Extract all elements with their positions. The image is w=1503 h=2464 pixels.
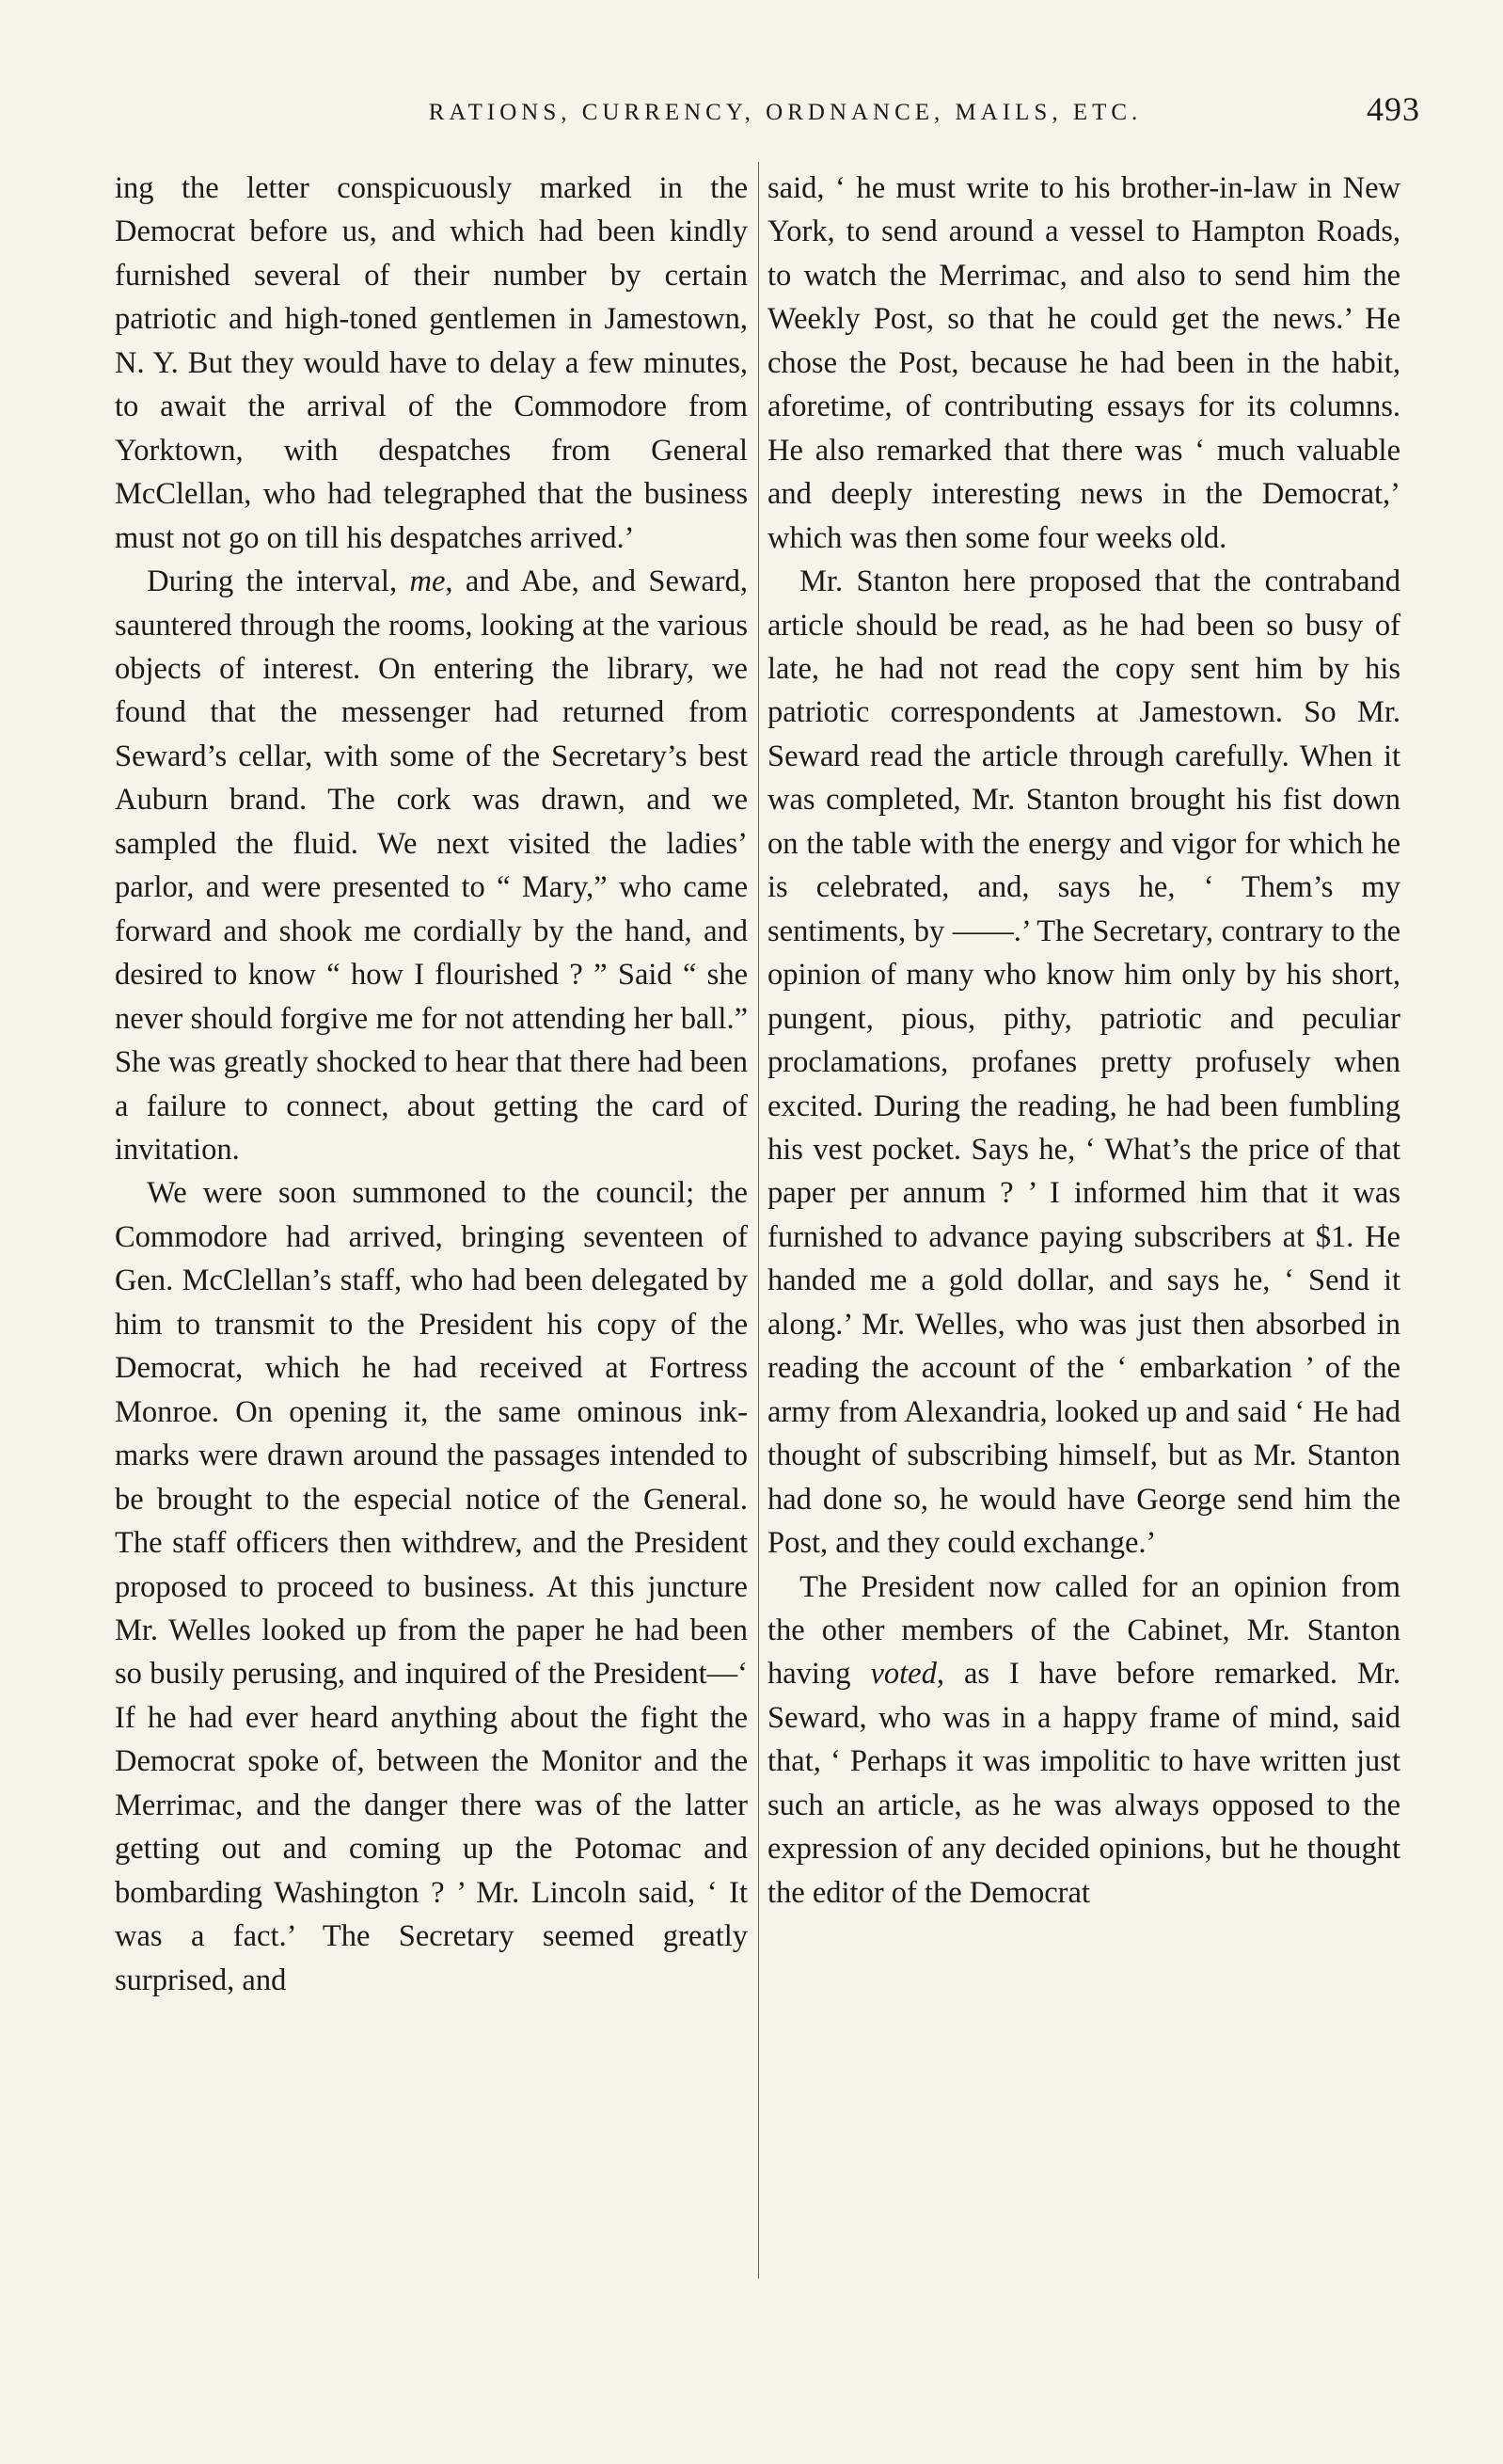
left-paragraph-3: We were soon summoned to the council; the Commodore had arrived, bringing seventeen of Gen. McClellan’s staff, who had been delegated by him to transmit to the President his copy of the Democrat, which he had received at Fortress Monroe. On opening it, the same ominous ink-marks were drawn around the passages intended to be brought to the especial notice of the General. The staff officers then withdrew, and the President proposed to proceed to business. At this juncture Mr. Welles looked up from the paper he had been so busily perusing, and inquired of the President—‘ If he had ever heard anything about the fight the Democrat spoke of, between the Monitor and the Merrimac, and the danger there was of the latter getting out and coming up the Potomac and bombarding Washington ? ’ Mr. Lincoln said, ‘ It was a fact.’ The Secretary seemed greatly surprised, and — [115, 1176, 748, 1997]
right-paragraph-3 — [767, 1566, 1400, 1916]
left-paragraph-1: ing the letter conspicuously marked in the Democrat before us, and which had been kindly furnished several of their number by certain patriotic and high-toned gentlemen in Jamestown, N. Y. But they would have to delay a few minutes, to await the arrival of the Commodore from Yorktown, with despatches from General McClellan, who had telegraphed that the business must not go on till his despatches arrived.’ — [115, 171, 748, 555]
right-paragraph-3-start: The President now called for an opinion from the other members of the Cabinet, Mr. Stanton having — [767, 1569, 1400, 1692]
right-paragraph-3-italic: voted — [870, 1657, 937, 1692]
right-column — [767, 167, 1400, 1915]
running-head — [113, 90, 1420, 132]
left-paragraph-2 — [115, 560, 748, 1171]
right-paragraph-3-rest: , as I have before remarked. Mr. Seward, who was in a happy frame of mind, said that, ‘ Perhaps it was impolitic to have written just such an article, as he was always opposed to the expression of any decided opinions, but he thought the editor of the Democrat — [767, 1657, 1400, 1910]
right-paragraph-2: Mr. Stanton here proposed that the contraband article should be read, as he had been so busy of late, he had not read the copy sent him by his patriotic correspondents at Jamestown. So Mr. Seward read the article through carefully. When it was completed, Mr. Stanton brought his fist down on the table with the energy and vigor for which he is celebrated, and, says he, ‘ Them’s my sentiments, by ——.’ The Secretary, contrary to the opinion of many who know him only by his short, pungent, pious, pithy, patriotic and peculiar proclamations, profanes pretty profusely when excited. During the reading, he had been fumbling his vest pocket. Says he, ‘ What’s the price of that paper per annum ? ’ I informed him that it was furnished to advance paying subscribers at $1. He handed me a gold dollar, and says he, ‘ Send it along.’ Mr. Welles, who was just then absorbed in reading the account of the ‘ embarkation ’ of the army from Alexandria, looked up and said ‘ He had thought of subscribing himself, but as Mr. Stanton had done so, he would have George send him the Post, and they could exchange.’ — [767, 564, 1400, 1561]
running-title: RATIONS, CURRENCY, ORDNANCE, MAILS, ETC. — [428, 100, 1143, 125]
left-paragraph-2-start: During the interval, — [147, 564, 410, 599]
left-paragraph-2-italic: me — [409, 564, 446, 599]
left-column — [115, 167, 748, 2002]
right-paragraph-1: said, ‘ he must write to his brother-in-law in New York, to send around a vessel to Hampton Roads, to watch the Merrimac, and also to send him the Weekly Post, so that he could get the news.’ He chose the Post, because he had been in the habit, aforetime, of contributing essays for its columns. He also remarked that there was ‘ much valuable and deeply interesting news in the Democrat,’ which was then some four weeks old. — [767, 171, 1400, 555]
page-number: 493 — [1367, 90, 1420, 128]
left-paragraph-2-rest: , and Abe, and Seward, sauntered through the rooms, looking at the various objects of interest. On entering the library, we found that the messenger had returned from Seward’s cellar, with some of the Secretary’s best Auburn brand. The cork was drawn, and we sampled the fluid. We next visited the ladies’ parlor, and were presented to “ Mary,” who came forward and shook me cordially by the hand, and desired to know “ how I flourished ? ” Said “ she never should forgive me for not attending her ball.” She was greatly shocked to hear that there had been a failure to connect, about getting the card of invitation. — [115, 564, 748, 1167]
column-divider — [758, 162, 759, 2279]
